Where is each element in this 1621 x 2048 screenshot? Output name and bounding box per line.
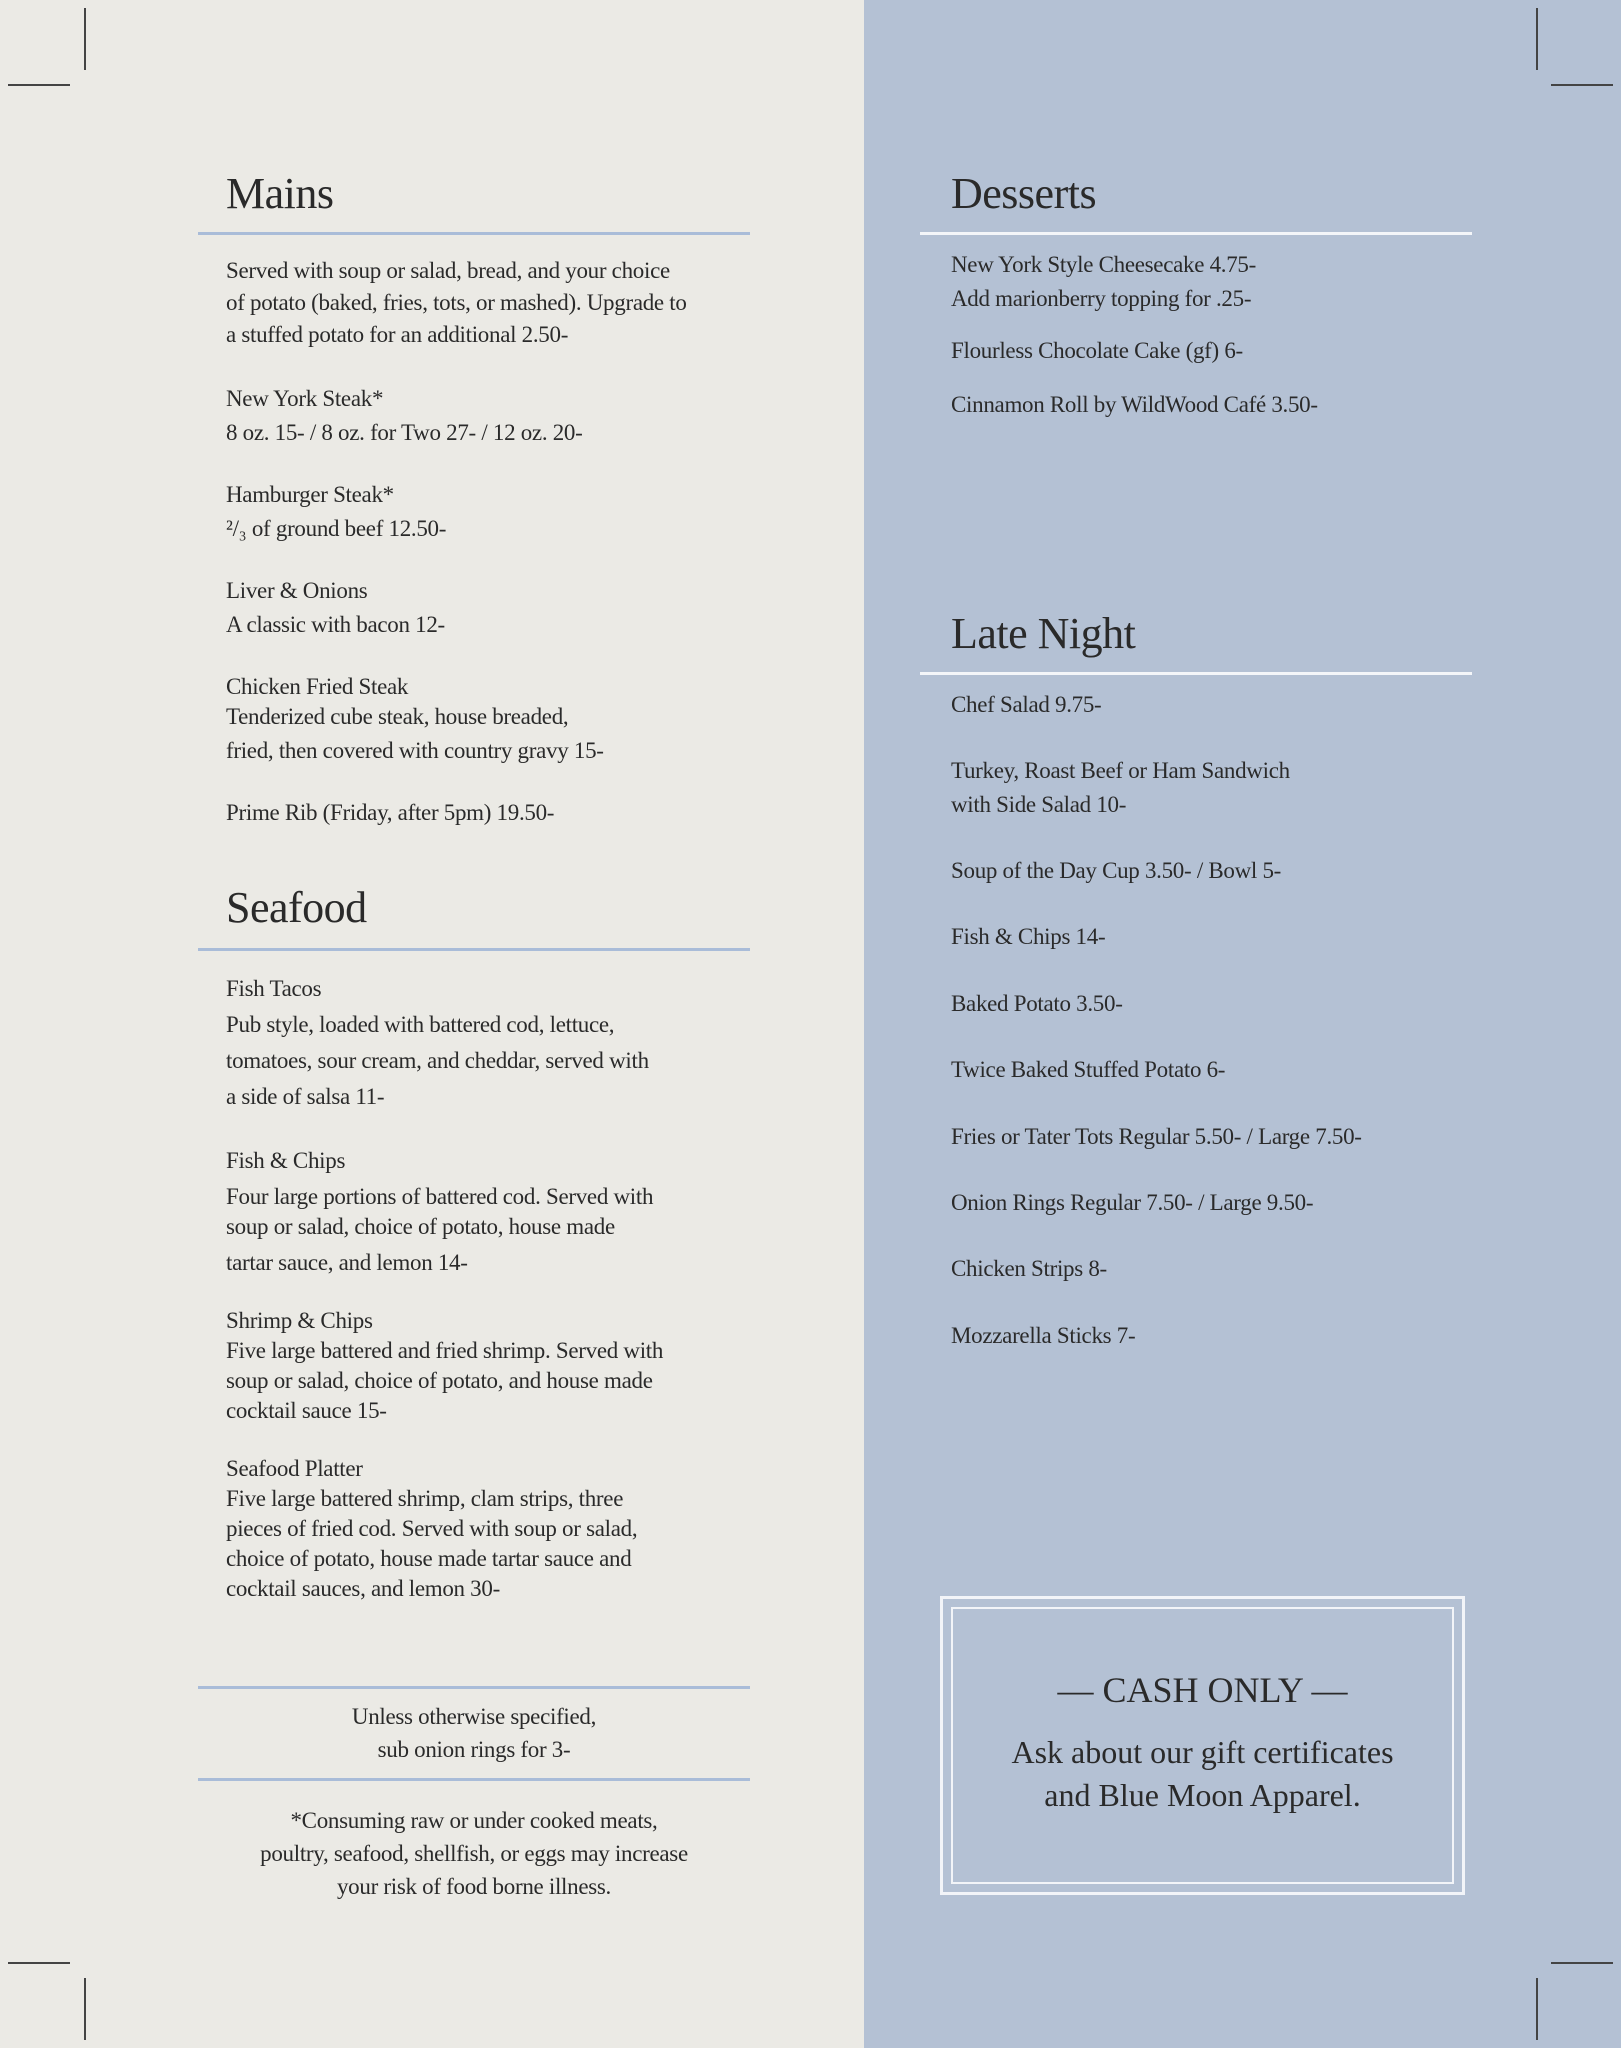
note-rule-top [198,1686,750,1689]
seafood-rule [198,948,750,951]
menu-item-name: Baked Potato 3.50- [951,991,1123,1016]
menu-item-desc: cocktail sauce 15- [226,1398,387,1423]
menu-item-name: Prime Rib (Friday, after 5pm) 19.50- [226,800,555,825]
menu-item-name: New York Style Cheesecake 4.75- [951,252,1256,277]
menu-item-name: Onion Rings Regular 7.50- / Large 9.50- [951,1190,1314,1215]
cash-only-box [940,1596,1465,1895]
menu-item-name: Seafood Platter [226,1456,363,1481]
menu-item-name: Twice Baked Stuffed Potato 6- [951,1057,1226,1082]
menu-item-desc: cocktail sauces, and lemon 30- [226,1576,500,1601]
note-rule-bottom [198,1778,750,1781]
crop-mark [1536,8,1538,70]
menu-item-desc: choice of potato, house made tartar sauce and [226,1546,632,1571]
cash-only-title: — CASH ONLY — [1057,1670,1348,1710]
menu-item-name: Cinnamon Roll by WildWood Café 3.50- [951,392,1318,417]
warning-note-line: your risk of food borne illness. [336,1874,612,1899]
seafood-heading: Seafood [226,883,367,932]
mains-heading: Mains [226,169,334,218]
menu-item-desc: soup or salad, choice of potato, and house made [226,1368,653,1393]
menu-item-desc: tartar sauce, and lemon 14- [226,1250,468,1275]
menu-item-desc: Five large battered and fried shrimp. Served with [226,1338,664,1363]
menu-item-name: Hamburger Steak* [226,482,394,507]
menu-item-name: Liver & Onions [226,578,368,603]
menu-item-desc: A classic with bacon 12- [226,612,445,637]
menu-item-desc: Add marionberry topping for .25- [951,286,1252,311]
onion-note-line: sub onion rings for 3- [377,1737,571,1762]
menu-item-name: Fish & Chips 14- [951,924,1106,949]
menu-item-name: Fish Tacos [226,976,322,1001]
menu-item-desc: Tenderized cube steak, house breaded, [226,704,569,729]
menu-item-desc: tomatoes, sour cream, and cheddar, served with [226,1048,649,1073]
menu-item-name: Turkey, Roast Beef or Ham Sandwich [951,758,1290,783]
menu-item-desc: 8 oz. 15- / 8 oz. for Two 27- / 12 oz. 20- [226,420,583,445]
crop-mark [84,8,86,70]
crop-mark [84,1978,86,2040]
menu-item-desc: ²/₃ of ground beef 12.50- [226,516,447,541]
menu-item-name: Chicken Fried Steak [226,674,409,699]
late-night-heading: Late Night [951,609,1136,658]
mains-intro-line: a stuffed potato for an additional 2.50- [226,322,569,347]
menu-item-desc: Four large portions of battered cod. Served with [226,1184,654,1209]
menu-item-name: Fries or Tater Tots Regular 5.50- / Large 7.50- [951,1124,1362,1149]
cash-only-note [943,1731,1462,1817]
menu-item-desc: soup or salad, choice of potato, house made [226,1214,615,1239]
late-night-rule [920,672,1472,675]
desserts-heading: Desserts [951,169,1097,218]
mains-intro-line: of potato (baked, fries, tots, or mashed). Upgrade to [226,290,687,315]
menu-item-name: Flourless Chocolate Cake (gf) 6- [951,338,1243,363]
menu-item-name: Fish & Chips [226,1148,346,1173]
onion-note-line: Unless otherwise specified, [351,1704,597,1729]
menu-item-desc: a side of salsa 11- [226,1084,385,1109]
mains-intro-line: Served with soup or salad, bread, and your choice [226,258,670,283]
menu-item-desc: pieces of fried cod. Served with soup or salad, [226,1516,638,1541]
menu-item-name: Chef Salad 9.75- [951,692,1102,717]
warning-note-line: poultry, seafood, shellfish, or eggs may increase [260,1841,688,1866]
menu-item-name: Soup of the Day Cup 3.50- / Bowl 5- [951,858,1282,883]
crop-mark [8,84,70,86]
crop-mark [8,1962,70,1964]
mains-rule [198,232,750,235]
crop-mark [1536,1978,1538,2040]
crop-mark [1551,84,1613,86]
menu-item-desc: Five large battered shrimp, clam strips, three [226,1486,624,1511]
crop-mark [1551,1962,1613,1964]
menu-item-desc: fried, then covered with country gravy 15- [226,738,604,763]
cash-note-line: and Blue Moon Apparel. [1044,1777,1361,1813]
warning-note-line: *Consuming raw or under cooked meats, [290,1808,658,1833]
menu-item-name: New York Steak* [226,386,384,411]
menu-item-name: Shrimp & Chips [226,1308,373,1333]
cash-note-line: Ask about our gift certificates [1011,1734,1394,1770]
desserts-rule [920,232,1472,235]
menu-item-name: Mozzarella Sticks 7- [951,1323,1136,1348]
menu-item-name: Chicken Strips 8- [951,1256,1107,1281]
menu-item-desc: with Side Salad 10- [951,792,1127,817]
menu-item-desc: Pub style, loaded with battered cod, lettuce, [226,1012,615,1037]
